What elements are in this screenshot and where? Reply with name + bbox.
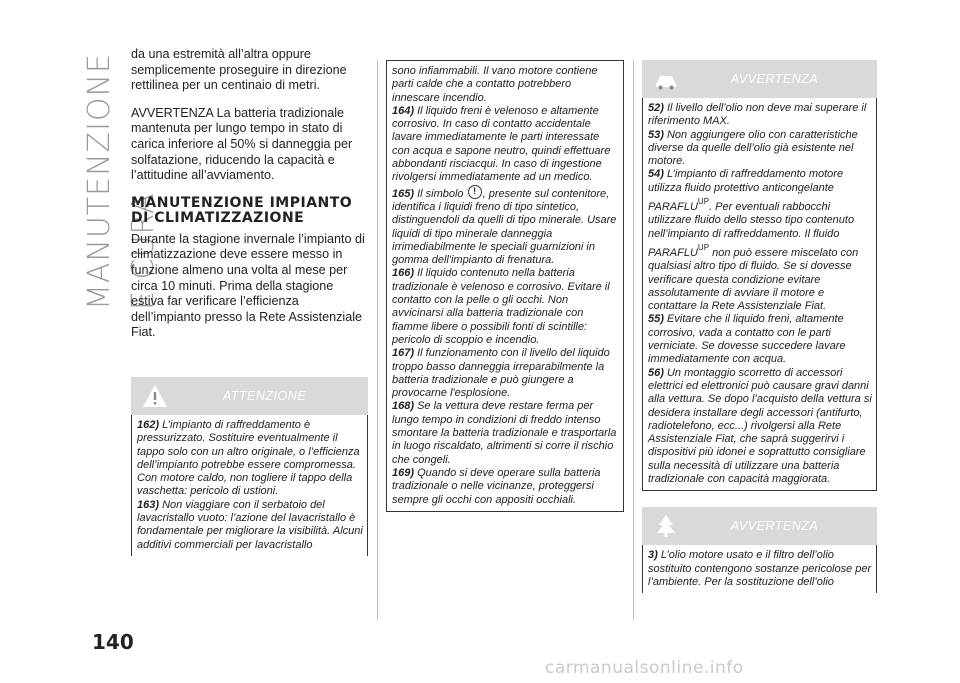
- item-text: Il liquido freni è velenoso e altamente corrosivo. In caso di contatto accidentale lavare immediatamente le parti interessate con acqua e sapone neutro, quindi effettuare abbondanti risciacqui. In caso di ingestione rivolgersi immediatamente ad un medico.: [392, 104, 611, 184]
- item-number: 163): [137, 498, 160, 511]
- item-number: 165): [392, 187, 415, 200]
- notice-item: [648, 129, 872, 169]
- item-text: Il funzionamento con il livello del liquido troppo basso danneggia irreparabilmente la batteria tradizionale e può giungere a provocarne l'esplosione.: [392, 347, 610, 400]
- warning-item: [392, 347, 619, 400]
- item-number: 169): [392, 466, 415, 479]
- notice-item: [648, 102, 872, 129]
- item-text: Non aggiungere olio con caratteristiche diverse da quelle dell’olio già esistente nel motore.: [648, 128, 858, 168]
- body-text: [131, 232, 368, 341]
- item-text: Evitare che il liquido freni, altamente corrosivo, vada a contatto con le parti verniciate. Se dovesse succedere lavare immediatamente con acqua.: [648, 313, 846, 366]
- notice-box: [642, 98, 877, 491]
- item-text: L’impianto di raffreddamento è pressurizzato. Sostituire eventualmente il tappo solo con un altro originale, o l’efficienza dell’impianto potrebbe essere compromessa. Con motore caldo, non togliere il tappo della vaschetta: pericolo di ustioni.: [137, 418, 360, 498]
- item-text: non può essere miscelato con qualsiasi altro tipo di fluido. Se si dovesse verificare questa condizione evitare assolutamente di avviare il motore e contattare la Rete Assistenziale Fiat.: [648, 246, 859, 313]
- item-number: 55): [648, 313, 664, 326]
- column-divider: [377, 60, 378, 620]
- warning-item: [137, 419, 363, 499]
- tree-icon: [652, 512, 680, 540]
- environment-box-header: [642, 507, 877, 545]
- item-number: 162): [137, 418, 160, 431]
- item-text: Se la vettura deve restare ferma per lungo tempo in condizioni di freddo intenso smontare la batteria tradizionale e trasportarla in luogo riscaldato, altrimenti si corre il rischio che congeli.: [392, 400, 617, 466]
- column-divider: [633, 60, 634, 620]
- warning-item: [137, 499, 363, 552]
- warning-item: [392, 467, 619, 507]
- item-text: , presente sul contenitore, identifica i liquidi freno di tipo sintetico, distinguendoli da quelli di tipo minerale. Usare liquidi di tipo minerale danneggia irrimediabilmente le speciali guarnizioni in gomma dell'impianto di frenatura.: [392, 187, 617, 267]
- warning-item: [392, 267, 619, 347]
- item-text: Un montaggio scorretto di accessori elettrici ed elettronici può causare gravi danni alla vettura. Se dopo l’acquisto della vettura si desidera installare degli accessori (antifurto, radiotelefono, ecc...) rivolgersi alla Rete Assistenziale Fiat, che saprà suggerirvi i dispositivi più idonei e soprattutto consigliare sulla necessità di utilizzare una batteria tradizionale con capacità maggiorata.: [648, 366, 872, 486]
- item-number: 54): [648, 168, 664, 181]
- item-text: Il liquido contenuto nella batteria tradizionale è velenoso e corrosivo. Evitare il contatto con la pelle o gli occhi. Non avvicinarsi alla batteria tradizionale con fiamme libere o possibili fonti di scintille: pericolo di scoppio e incendio.: [392, 267, 610, 346]
- item-text: L’olio motore usato e il filtro dell’olio sostituito contengono sostanze pericolose per l’ambiente. Per la sostituzione dell’olio: [648, 549, 872, 588]
- environment-box: [642, 545, 877, 593]
- column-left: [131, 47, 368, 556]
- attention-box-header: [131, 377, 368, 415]
- section-side-title: MANUTENZIONE E CURA: [82, 53, 161, 310]
- warning-triangle-icon: [141, 382, 169, 410]
- item-number: 56): [648, 366, 664, 379]
- column-middle: [386, 60, 624, 512]
- item-text: Quando si deve operare sulla batteria tradizionale o nelle vicinanze, proteggersi sempre gli occhi con appositi occhiali.: [392, 466, 601, 506]
- item-number: 3): [648, 549, 658, 562]
- paragraph: Durante la stagione invernale l’impianto di climatizzazione deve essere messo in funzione almeno una volta al mese per circa 10 minuti. Prima della stagione estiva far verificare l’efficienza dell’impianto presso la Rete Assistenziale Fiat.: [131, 231, 365, 340]
- notice-box-title: AVVERTENZA: [730, 72, 819, 86]
- paragraph: AVVERTENZA La batteria tradizionale mantenuta per lungo tempo in stato di carica inferiore al 50% si danneggia per solfatazione, riducendo la capacità e l’attitudine all’avviamento.: [131, 105, 353, 183]
- superscript: UP: [697, 197, 710, 207]
- item-text: Il simbolo: [417, 187, 464, 200]
- brake-fluid-symbol-icon: [468, 185, 482, 199]
- continued-text: sono infiammabili. Il vano motore contiene parti calde che a contatto potrebbero innescare incendio.: [392, 65, 598, 104]
- warning-item: [392, 105, 619, 185]
- notice-box-header: [642, 60, 877, 98]
- item-text: Non viaggiare con il serbatoio del lavacristallo vuoto: l’azione del lavacristallo è fondamentale per migliorare la visibilità. Alcuni additivi commerciali per lavacristallo: [137, 498, 363, 551]
- item-number: 166): [392, 267, 415, 280]
- attention-box-title: ATTENZIONE: [222, 388, 307, 403]
- page-number: 140: [92, 630, 134, 654]
- section-heading: MANUTENZIONE IMPIANTO DI CLIMATIZZAZIONE: [131, 194, 353, 226]
- notice-item: [648, 549, 872, 589]
- paragraph: da una estremità all’altra oppure semplicemente proseguire in direzione rettilinea per un centinaio di metri.: [131, 47, 347, 93]
- body-text: [131, 47, 368, 184]
- item-text: . Per eventuali rabbocchi utilizzare fluido dello stesso tipo contenuto nell’impianto di raffreddamento. Il fluido PARAFLU: [648, 201, 855, 259]
- attention-box: [131, 415, 368, 556]
- warning-item: [392, 185, 619, 268]
- item-number: 168): [392, 400, 415, 413]
- attention-box-continued: [386, 60, 624, 512]
- item-text: Il livello dell’olio non deve mai superare il riferimento MAX.: [648, 102, 867, 128]
- item-number: 167): [392, 347, 415, 360]
- item-text: L’impianto di raffreddamento motore utilizza fluido protettivo anticongelante PARAFLU: [648, 168, 844, 214]
- notice-item: [648, 367, 872, 487]
- column-right: [642, 60, 877, 593]
- notice-item: [648, 168, 872, 313]
- car-hand-icon: [652, 65, 680, 93]
- environment-box-title: AVVERTENZA: [730, 519, 819, 534]
- superscript: UP: [697, 242, 710, 252]
- warning-item: [392, 400, 619, 466]
- spacer: [642, 491, 877, 507]
- item-number: 164): [392, 104, 415, 117]
- watermark: carmanualsonline.info: [545, 658, 744, 678]
- item-number: 52): [648, 102, 664, 114]
- notice-item: [648, 313, 872, 366]
- item-number: 53): [648, 128, 664, 141]
